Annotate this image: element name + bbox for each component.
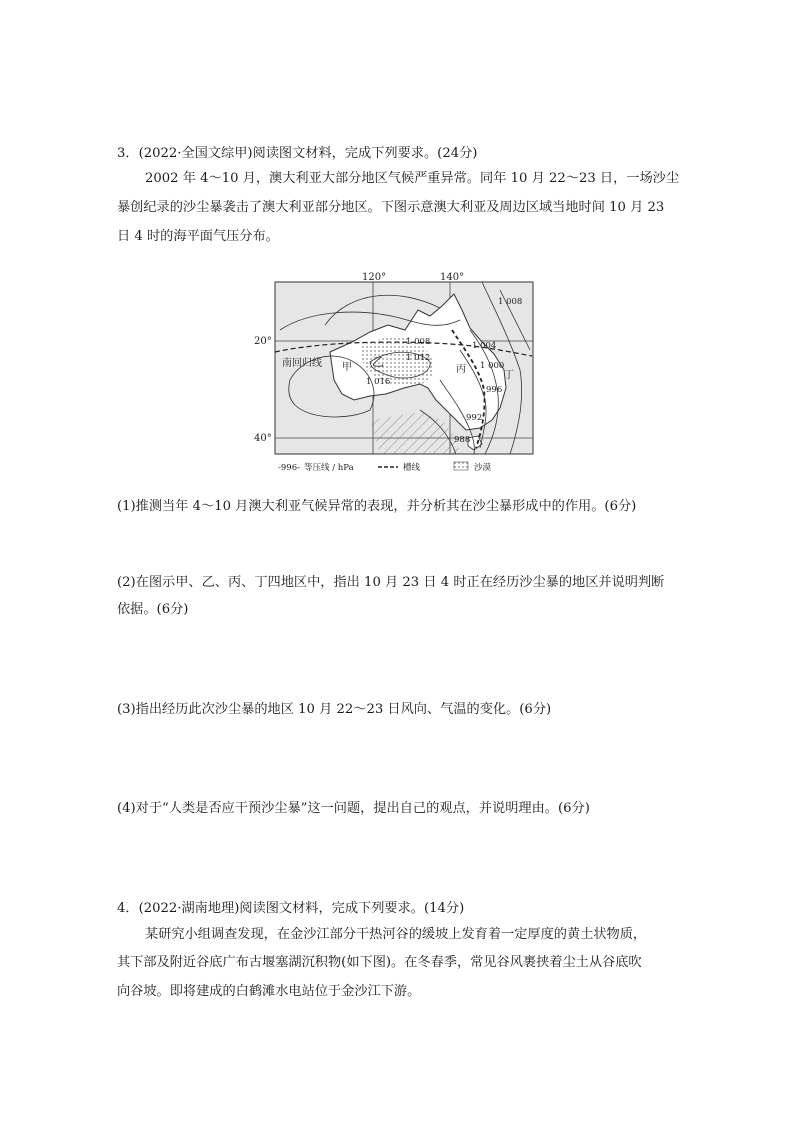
q4-paragraph-line-1: 某研究小组调查发现，在金沙江部分干热河谷的缓坡上发育着一定厚度的黄土状物质，	[145, 927, 647, 942]
region-jia: 甲	[342, 362, 352, 373]
q3-paragraph-line-2: 暴创纪录的沙尘暴袭击了澳大利亚部分地区。下图示意澳大利亚及周边区域当地时间 10 月 23	[117, 200, 665, 215]
lon-label-120: 120°	[362, 272, 387, 283]
isobar-value: 992	[466, 413, 483, 423]
q4-paragraph-line-3: 向谷坡。即将建成的白鹤滩水电站位于金沙江下游。	[117, 984, 421, 999]
isobar-value: 1 012	[406, 353, 431, 363]
lat-label-20: 20°	[254, 336, 272, 347]
q4-header: 4．(2022·湖南地理)阅读图文材料，完成下列要求。(14分)	[117, 901, 465, 916]
legend-desert-symbol	[454, 462, 468, 470]
region-ding: 丁	[504, 370, 514, 381]
pressure-map-svg	[254, 270, 545, 475]
q3-sub2-line-1: (2)在图示甲、乙、丙、丁四地区中，指出 10 月 23 日 4 时正在经历沙尘暴的地区并说明判断	[117, 575, 665, 590]
legend-isobar-sample: -996-	[278, 463, 300, 473]
q3-header: 3．(2022·全国文综甲)阅读图文材料，完成下列要求。(24分)	[117, 146, 478, 161]
isobar-value: 996	[486, 385, 503, 395]
q3-paragraph-line-3: 日 4 时的海平面气压分布。	[117, 229, 279, 244]
lat-label-40: 40°	[254, 433, 272, 444]
tropic-label: 南回归线	[282, 358, 322, 369]
isobar-value: 988	[454, 435, 471, 445]
legend-isobar-label: 等压线 / hPa	[304, 463, 354, 473]
isobar-value: 1 016	[366, 377, 391, 387]
legend-desert-label: 沙漠	[474, 463, 492, 473]
q3-sub4: (4)对于“人类是否应干预沙尘暴”这一问题，提出自己的观点，并说明理由。(6分)	[117, 801, 590, 816]
q3-sub2-line-2: 依据。(6分)	[117, 602, 189, 617]
q3-sub1: (1)推测当年 4～10 月澳大利亚气候异常的表现，并分析其在沙尘暴形成中的作用。(6分)	[117, 499, 637, 514]
isobar-value: 1 000	[480, 361, 505, 371]
q3-paragraph-line-1: 2002 年 4～10 月，澳大利亚大部分地区气候严重异常。同年 10 月 22～23 日，一场沙尘	[145, 171, 680, 186]
q4-paragraph-line-2: 其下部及附近谷底广布古堰塞湖沉积物(如下图)。在冬春季，常见谷风裹挟着尘土从谷底吹	[117, 955, 642, 970]
isobar-value: 1 008	[406, 337, 431, 347]
legend-trough-label: 槽线	[403, 463, 421, 473]
q3-sub3: (3)指出经历此次沙尘暴的地区 10 月 22～23 日风向、气温的变化。(6分)	[117, 702, 552, 717]
region-bing: 丙	[456, 364, 466, 375]
lon-label-140: 140°	[440, 272, 465, 283]
region-yi: 乙	[372, 355, 385, 369]
pressure-map-figure	[254, 270, 545, 475]
isobar-value: 1 004	[472, 341, 497, 351]
isobar-value: 1 008	[498, 297, 523, 307]
